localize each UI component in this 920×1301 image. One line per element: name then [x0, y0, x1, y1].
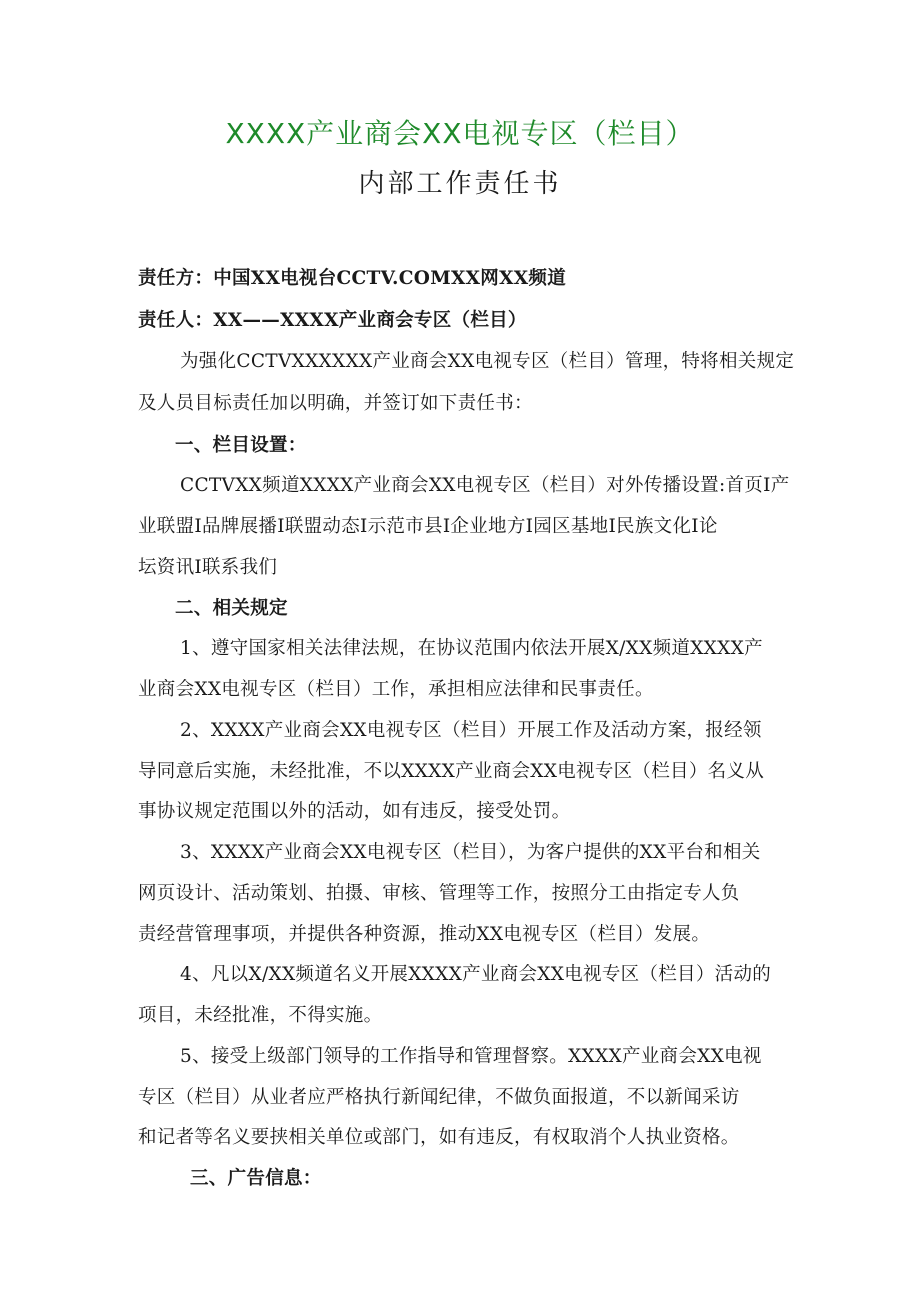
rule-line: 4、凡以X/XX频道名义开展XXXX产业商会XX电视专区（栏目）活动的 — [180, 964, 772, 985]
document-subtitle: 内部工作责任书 — [358, 169, 562, 199]
rule-line: 和记者等名义要挟相关单位或部门，如有违反，有权取消个人执业资格。 — [138, 1127, 740, 1148]
section2-heading: 二、相关规定 — [175, 598, 288, 619]
intro-line: 及人员目标责任加以明确，并签订如下责任书： — [138, 393, 533, 414]
rule-line: 事协议规定范围以外的活动，如有违反，接受处罚。 — [138, 801, 571, 822]
rule-line: 3、XXXX产业商会XX电视专区（栏目），为客户提供的XX平台和相关 — [180, 842, 761, 863]
section1-line: 业联盟I品牌展播I联盟动态I示范市县I企业地方I园区基地I民族文化I论 — [138, 516, 718, 537]
rule-line: 1、遵守国家相关法律法规，在协议范围内依法开展X/XX频道XXXX产 — [180, 638, 763, 659]
document-title: XXXX产业商会XX电视专区（栏目） — [225, 117, 695, 150]
intro-line: 为强化CCTVXXXXXX产业商会XX电视专区（栏目）管理，特将相关规定 — [180, 351, 795, 372]
rule-line: 网页设计、活动策划、拍摄、审核、管理等工作，按照分工由指定专人负 — [138, 883, 740, 904]
party-b: 责任人：XX——XXXX产业商会专区（栏目） — [138, 310, 527, 331]
section1-line: CCTVXX频道XXXX产业商会XX电视专区（栏目）对外传播设置:首页I产 — [180, 475, 790, 496]
section1-heading: 一、栏目设置： — [175, 435, 307, 456]
section3-heading: 三、广告信息： — [190, 1168, 322, 1189]
rule-line: 项目，未经批准，不得实施。 — [138, 1005, 383, 1026]
rule-line: 2、XXXX产业商会XX电视专区（栏目）开展工作及活动方案，报经领 — [180, 720, 762, 741]
party-a: 责任方：中国XX电视台CCTV.COMXX网XX频道 — [138, 268, 567, 289]
rule-line: 导同意后实施，未经批准，不以XXXX产业商会XX电视专区（栏目）名义从 — [138, 761, 765, 782]
rule-line: 业商会XX电视专区（栏目）工作，承担相应法律和民事责任。 — [138, 679, 654, 700]
rule-line: 专区（栏目）从业者应严格执行新闻纪律，不做负面报道，不以新闻采访 — [138, 1087, 740, 1108]
rule-line: 责经营管理事项，并提供各种资源，推动XX电视专区（栏目）发展。 — [138, 924, 711, 945]
section1-line: 坛资讯I联系我们 — [138, 557, 278, 578]
rule-line: 5、接受上级部门领导的工作指导和管理督察。XXXX产业商会XX电视 — [180, 1046, 762, 1067]
